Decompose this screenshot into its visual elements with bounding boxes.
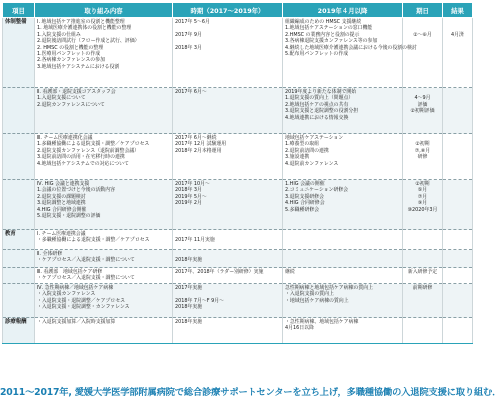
cell-line: 5.退院支援・退院調整の評価 — [37, 213, 101, 220]
cell-line: 2.地域包括ケアの視点の共有 — [285, 101, 349, 108]
row-result — [443, 318, 473, 344]
cell-line: 1.HIG 会議の開催 — [285, 181, 325, 187]
cell-line: 継続 — [285, 269, 295, 275]
cell-line: 2018年実施 — [175, 257, 203, 264]
row-result — [443, 250, 473, 268]
table-row — [3, 268, 473, 284]
cell-line: Ⅳ. 急性期病棟／地域包括ケア病棟 — [37, 285, 114, 291]
row-status — [283, 134, 403, 180]
cell-line: 1.入退院支援について — [37, 95, 86, 102]
cell-line: 2017年 6月〜継続 — [175, 135, 217, 141]
cell-line: ・入退院支援の質向上 — [285, 291, 334, 298]
cell-line: 2.退院支援カンファレンス（退院前調整会議） — [37, 147, 140, 154]
cell-line: 1.医療用パンフレットの作成 — [37, 51, 101, 58]
header-status: 2019年４月以降 — [283, 3, 403, 18]
cell-line: 5.多職種研修会 — [285, 206, 320, 213]
cell-line: 2018年 2月本格運用 — [175, 147, 222, 154]
row-content — [35, 284, 173, 318]
plan-table — [2, 2, 473, 344]
cell-line: 4.退院前カンファレンス — [285, 160, 339, 167]
row-status — [283, 268, 403, 284]
row-category: 教育 — [3, 230, 35, 250]
cell-line: 3.施設連携 — [285, 154, 310, 161]
cell-line: ・地域包括ケア病棟の質向上 — [285, 297, 349, 304]
table-row — [3, 284, 473, 318]
cell-line: 4〜9月 — [414, 95, 431, 102]
cell-line: 5.配布用パンフレットの作成 — [285, 51, 349, 58]
cell-line: 4.継続した地域医療介護連携会議における今後の役割の検討 — [285, 44, 417, 51]
cell-line: ⑤月 — [417, 187, 428, 194]
row-timeframe — [173, 180, 283, 230]
cell-line: 2017年実施 — [175, 285, 203, 291]
cell-line: 2017年 6月〜 — [175, 89, 207, 95]
cell-line: 新入研修予定 — [407, 269, 438, 275]
row-category — [3, 284, 35, 318]
cell-line: Ⅱ. 全体研修 — [37, 251, 63, 257]
row-content — [35, 134, 173, 180]
cell-line: 3.退院支援研修会 — [285, 193, 324, 200]
cell-line: 研修 — [417, 154, 428, 161]
row-result — [443, 18, 473, 88]
cell-line: 2017年、2018年（ラダー別研修）実施 — [175, 269, 264, 275]
cell-line: 4.HIG 合同研修会 — [285, 200, 325, 207]
header-category: 項目 — [3, 3, 35, 18]
row-status — [283, 318, 403, 344]
row-content — [35, 268, 173, 284]
cell-line: 2.退院カンファレンスについて — [37, 101, 105, 108]
cell-line: 2019年 5月〜 — [175, 193, 207, 200]
cell-line: 2.退院後訪問試行（フロー作成と試行、評価） — [37, 38, 140, 45]
row-timeframe — [173, 134, 283, 180]
cell-line: ・ケアプロセス／入退院支援・調整について — [37, 257, 135, 264]
cell-line: 4.HIG 合同研修会開催 — [37, 206, 87, 213]
cell-line: 3.各病棟退院支援カンファレンス等の参加 — [285, 38, 378, 45]
row-category: 体制整備 — [3, 18, 35, 88]
cell-line: 地域包括ケアステーション — [285, 135, 344, 141]
cell-line: 3.退院支援と退院調整の役割分担 — [285, 108, 359, 115]
header-result: 結果 — [443, 3, 473, 18]
row-status — [283, 18, 417, 88]
cell-line: ②〜⑥月 — [413, 31, 432, 38]
cell-line: 評価 — [417, 101, 428, 108]
row-result — [443, 180, 473, 230]
cell-line: ②初期 — [415, 141, 430, 148]
cell-line: 4.地域包括ケアシステムでの対応について — [37, 160, 129, 167]
cell-line: ・ケアプロセス／入退院支援・調整について — [37, 275, 135, 282]
row-category — [3, 268, 35, 284]
cell-line: ・入退院支援・退院調整／ケアプロセス — [37, 297, 126, 304]
row-result — [443, 230, 473, 250]
row-status — [283, 88, 403, 134]
row-period — [403, 88, 443, 134]
cell-line: ・入院支援カンファレンス — [37, 291, 96, 298]
row-timeframe — [173, 250, 283, 268]
table-header-row — [3, 3, 473, 18]
cell-line: 1.地域包括ケアステーションの窓口機能 — [285, 25, 373, 32]
cell-line: 2.コミュニケーション研修会 — [285, 187, 349, 194]
cell-line: ⑨月 — [417, 200, 428, 207]
caption: 2011〜2017年, 愛媛大学医学部附属病院で総合診療サポートセンターを立ち上げ，多職種協働の入退院支援に取り組む． — [0, 387, 501, 398]
cell-line: 3.地域包括ケアシステムにおける役割 — [37, 63, 120, 70]
cell-line: 2.退院前訪問の連携 — [285, 147, 329, 154]
cell-line: ⑦,⑧月 — [414, 147, 431, 154]
row-timeframe — [173, 18, 283, 88]
row-timeframe — [173, 88, 283, 134]
cell-line: Ⅳ. HIG 会議と連携支援 — [37, 181, 90, 187]
cell-line: Ⅰ. チーム医療連携会議 — [37, 231, 86, 237]
cell-line: ②初期評価 — [410, 108, 435, 115]
row-category — [3, 134, 35, 180]
row-content — [35, 88, 173, 134]
cell-line: ・急性期病棟、地域包括ケア病棟 — [285, 319, 359, 325]
row-period — [403, 230, 443, 250]
cell-line: ⑦月 — [417, 193, 428, 200]
header-content: 取り組み内容 — [35, 3, 173, 18]
cell-line: ・入退院支援加算／入院時支援加算 — [37, 319, 116, 325]
cell-line: 2018年実施 — [175, 304, 203, 311]
row-result — [443, 268, 473, 284]
row-category: 診療報酬 — [3, 318, 35, 344]
cell-line: 2. HMSC の役割と機能の整理 — [37, 44, 104, 51]
row-status — [283, 250, 403, 268]
row-period — [403, 284, 443, 318]
cell-line: 2017年 5〜6月 — [175, 19, 210, 25]
cell-line: Ⅰ. 地域包括ケア推進室の役割と機能整理 — [37, 19, 125, 25]
table-body — [3, 18, 473, 344]
cell-line: 2019年度より新たな体制で開始 — [285, 89, 357, 95]
cell-line: 2019年 2月 — [175, 200, 202, 207]
cell-line: 2.各病棟カンファレンスの参加 — [37, 57, 105, 64]
row-content — [35, 180, 173, 230]
row-result — [443, 284, 473, 318]
row-status — [283, 180, 403, 230]
cell-line: 1.会議の位置づけと今後の活動内容 — [37, 187, 116, 194]
cell-line: 2018年 7月〜F 9月〜 — [175, 297, 225, 304]
row-category — [3, 180, 35, 230]
row-period — [403, 134, 443, 180]
cell-line: 1.退院支援の質向上（問題点） — [285, 95, 354, 102]
cell-line: 4月済 — [451, 31, 464, 38]
cell-line: 2017年 9月 — [175, 31, 202, 38]
row-timeframe — [173, 230, 283, 250]
table-row — [3, 88, 473, 134]
cell-line: 急性期病棟と地域包括ケア病棟の質向上 — [285, 285, 374, 291]
cell-line: ・多職種協働による退院支援・調整／ケアプロセス — [37, 237, 150, 244]
row-timeframe — [173, 284, 283, 318]
row-period — [403, 268, 443, 284]
header-timeframe: 時期（2017〜2019年） — [173, 3, 283, 18]
row-status — [283, 284, 403, 318]
cell-line: 2017年 12月 試験運用 — [175, 141, 227, 148]
row-timeframe — [173, 318, 283, 344]
cell-line: 1.多職種協働による退院支援・調整／ケアプロセス — [37, 141, 150, 148]
table-row — [3, 180, 473, 230]
row-content — [35, 230, 173, 250]
cell-line: ②初期 — [415, 181, 430, 187]
row-timeframe — [173, 268, 283, 284]
cell-line: Ⅲ. チーム医療連携化会議 — [37, 135, 93, 141]
row-content — [35, 318, 173, 344]
row-period — [403, 18, 443, 88]
row-content — [35, 18, 173, 88]
cell-line: 4.地域連携における情報交換 — [285, 114, 349, 121]
cell-line: 3.退院調整と地域連携 — [37, 200, 86, 207]
cell-line: 前期研修 — [412, 285, 433, 291]
cell-line: 2017年 10月〜 — [175, 181, 210, 187]
cell-line: 2018年 3月 — [175, 44, 202, 51]
cell-line: 2018年 3月 — [175, 187, 202, 194]
cell-line: ⑩2020年3月 — [407, 206, 438, 213]
row-status — [283, 230, 403, 250]
table-row — [3, 318, 473, 344]
cell-line: 2018年実施 — [175, 319, 203, 325]
cell-line: 1.療養型の取組 — [285, 141, 320, 148]
row-content — [35, 250, 173, 268]
cell-line: 3.退院前訪問の活用・在宅移行時の連携 — [37, 154, 125, 161]
row-result — [443, 88, 473, 134]
cell-line: 2.退院支援の課題検討 — [37, 193, 86, 200]
row-result — [443, 134, 473, 180]
header-period: 期日 — [403, 3, 443, 18]
table-row — [3, 250, 473, 268]
row-period — [403, 318, 443, 344]
row-period — [403, 180, 443, 230]
cell-line: Ⅲ. 看護部 地域包括ケア研修 — [37, 269, 103, 275]
cell-line: 2017年 11月実施 — [175, 237, 215, 244]
cell-line: 1.入院支援の仕組み — [37, 31, 81, 38]
cell-line: 2.HMSC の業務内容と役割の提示 — [285, 31, 360, 38]
cell-line: 組織編成のための HMSC 支援継続 — [285, 19, 362, 25]
row-period — [403, 250, 443, 268]
cell-line: 4月16日以降 — [285, 325, 314, 332]
cell-line: 1. 地域医療介護連携体の役割と機能の整理 — [37, 25, 132, 32]
row-category — [3, 250, 35, 268]
cell-line: Ⅱ. 看護部・退院支援コアスタッフ会 — [37, 89, 116, 95]
row-category — [3, 88, 35, 134]
table-row — [3, 230, 473, 250]
cell-line: ・入退院支援・退院調整・カンファレンス — [37, 304, 130, 311]
table-row — [3, 18, 473, 88]
table-row — [3, 134, 473, 180]
